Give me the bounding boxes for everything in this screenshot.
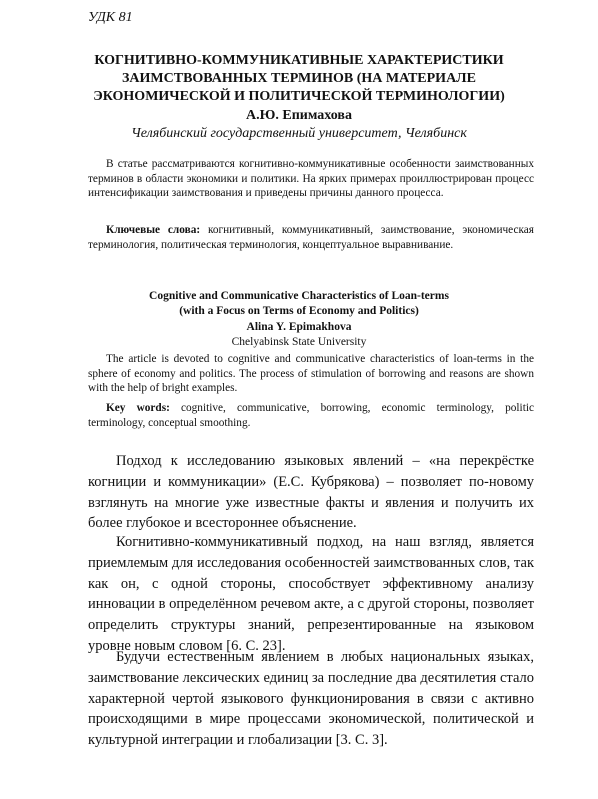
affiliation-en: Chelyabinsk State University xyxy=(231,336,367,348)
title-line: (with a Focus on Terms of Economy and Politics) xyxy=(179,305,419,317)
body-paragraph xyxy=(88,647,534,751)
keywords-text-en: cognitive, communicative, borrowing, economic terminology, politic terminology, conceptual smoothing. xyxy=(88,402,534,429)
body-paragraph-text: Подход к исследованию языковых явлений – «на перекрёстке когниции и коммуникации» (Е.С. Кубрякова) – позволяет по-новому взглянуть на многие уже известные факты и явления и получить их более глубокое и всестороннее объяснение. xyxy=(88,453,534,532)
abstract-ru xyxy=(88,157,534,201)
article-title-ru xyxy=(50,52,548,106)
title-line: ЗАИМСТВОВАННЫХ ТЕРМИНОВ (НА МАТЕРИАЛЕ xyxy=(122,71,476,86)
body-paragraph-text: Будучи естественным явлением в любых национальных языках, заимствование лексических единиц за последние два десятилетия стало характерной чертой языкового функционирования в связи с активно происходящими в мире процессами экономической, политической и культурной интеграции и глобализации [3. С. 3]. xyxy=(88,649,534,749)
author-name-en: Alina Y. Epimakhova xyxy=(246,321,352,333)
keywords-text-ru: когнитивный, коммуникативный, заимствование, экономическая терминология, политическая терминология, концептуальное выравнивание. xyxy=(88,224,535,251)
keywords-ru xyxy=(88,223,534,252)
title-line: КОГНИТИВНО-КОММУНИКАТИВНЫЕ ХАРАКТЕРИСТИКИ xyxy=(94,53,504,68)
body-paragraph xyxy=(88,451,534,534)
title-line: Cognitive and Communicative Characteristics of Loan-terms xyxy=(149,290,449,302)
keywords-en xyxy=(88,401,534,430)
affiliation-ru: Челябинский государственный университет, Челябинск xyxy=(131,126,467,141)
author-name-ru: А.Ю. Епимахова xyxy=(246,108,352,123)
body-paragraph-text: Когнитивно-коммуникативный подход, на наш взгляд, является приемлемым для исследования особенностей заимствованных слов, так как он, с одной стороны, способствует эффективному анализу инновации в определённом речевом акте, а с другой стороны, позволяет определить структуры знаний, репрезентированные на языковом уровне новым словом [6. С. 23]. xyxy=(88,534,534,654)
keywords-label-ru: Ключевые слова: xyxy=(106,224,201,236)
body-paragraph xyxy=(88,532,534,657)
abstract-en-text: The article is devoted to cognitive and communicative characteristics of loan-terms in the sphere of economy and politics. The process of stimulation of borrowing and reasons are shown with the help of bright examples. xyxy=(88,353,534,394)
abstract-en xyxy=(88,352,534,396)
udk-code: УДК 81 xyxy=(88,10,133,25)
title-line: ЭКОНОМИЧЕСКОЙ И ПОЛИТИЧЕСКОЙ ТЕРМИНОЛОГИИ) xyxy=(93,89,505,104)
keywords-label-en: Key words: xyxy=(106,402,170,414)
abstract-ru-text: В статье рассматриваются когнитивно-коммуникативные особенности заимствованных терминов в области экономики и политики. На ярких примерах проиллюстрирован процесс интенсификации заимствования и приведены причины данного процесса. xyxy=(88,158,534,199)
article-title-en xyxy=(60,289,538,319)
